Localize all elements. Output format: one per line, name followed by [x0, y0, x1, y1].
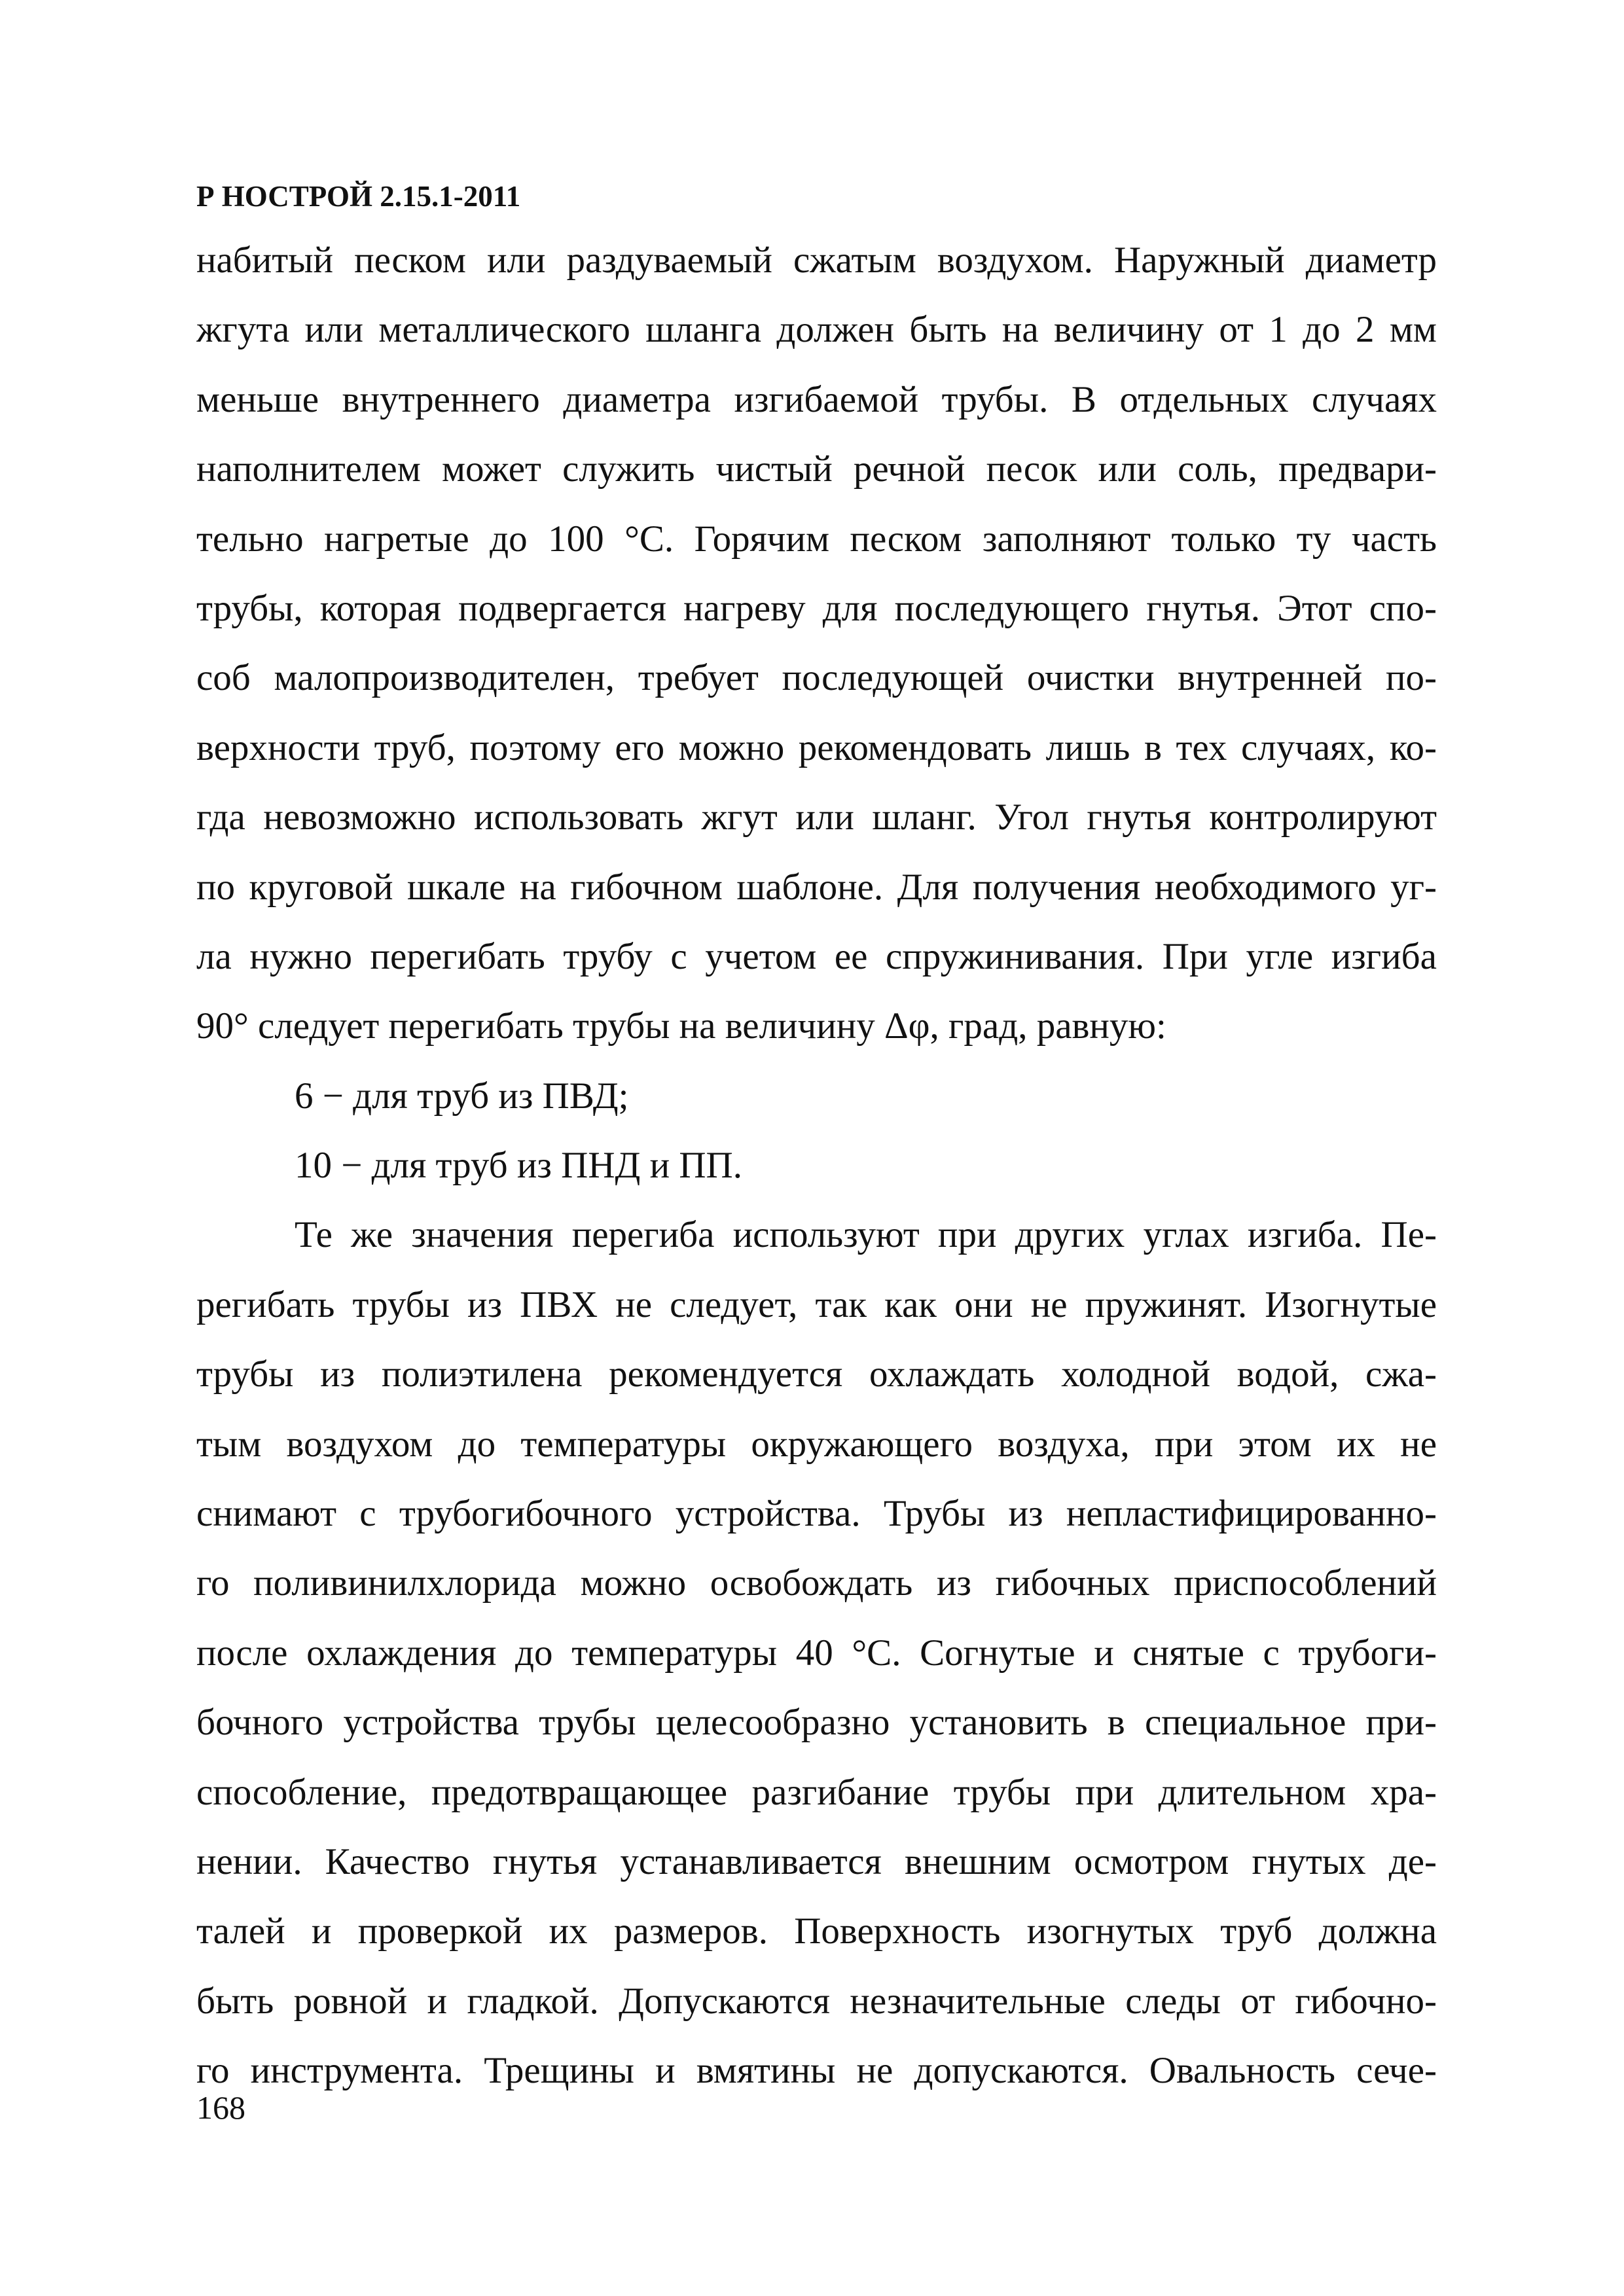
list-item: 6 − для труб из ПВД; — [295, 1075, 629, 1117]
text-line: быть ровной и гладкой. Допускаются незначительные следы от гибочно- — [196, 1980, 1437, 2022]
text-line: 90° следует перегибать трубы на величину Δφ, град, равную: — [196, 1005, 1166, 1047]
text-line: регибать трубы из ПВХ не следует, так как они не пружинят. Изогнутые — [196, 1283, 1437, 1325]
text-line: после охлаждения до температуры 40 °С. Согнутые и снятые с трубоги- — [196, 1632, 1437, 1674]
text-line: по круговой шкале на гибочном шаблоне. Для получения необходимого уг- — [196, 866, 1437, 908]
text-line: трубы, которая подвергается нагреву для последующего гнутья. Этот спо- — [196, 587, 1437, 629]
text-line: набитый песком или раздуваемый сжатым воздухом. Наружный диаметр — [196, 240, 1437, 281]
document-code-header: Р НОСТРОЙ 2.15.1-2011 — [196, 180, 521, 213]
text-line: талей и проверкой их размеров. Поверхность изогнутых труб должна — [196, 1910, 1437, 1952]
text-line: трубы из полиэтилена рекомендуется охлаждать холодной водой, сжа- — [196, 1354, 1437, 1395]
text-line: наполнителем может служить чистый речной песок или соль, предвари- — [196, 448, 1437, 490]
list-item: 10 − для труб из ПНД и ПП. — [295, 1145, 742, 1187]
text-line: го поливинилхлорида можно освобождать из гибочных приспособлений — [196, 1562, 1437, 1604]
text-line: соб малопроизводителен, требует последующей очистки внутренней по- — [196, 657, 1437, 699]
text-line: ла нужно перегибать трубу с учетом ее спружинивания. При угле изгиба — [196, 935, 1437, 977]
text-line: жгута или металлического шланга должен быть на величину от 1 до 2 мм — [196, 309, 1437, 351]
text-line: бочного устройства трубы целесообразно установить в специальное при- — [196, 1702, 1437, 1744]
text-line: тельно нагретые до 100 °С. Горячим песком заполняют только ту часть — [196, 518, 1437, 560]
body-text — [196, 226, 1437, 2106]
text-line: снимают с трубогибочного устройства. Трубы из непластифицированно- — [196, 1493, 1437, 1535]
page-number: 168 — [196, 2089, 245, 2126]
text-line: тым воздухом до температуры окружающего воздуха, при этом их не — [196, 1423, 1437, 1465]
text-line: меньше внутреннего диаметра изгибаемой трубы. В отдельных случаях — [196, 378, 1437, 420]
paragraph-first-line: Те же значения перегиба используют при других углах изгиба. Пе- — [295, 1214, 1437, 1256]
text-line: нении. Качество гнутья устанавливается внешним осмотром гнутых де- — [196, 1840, 1437, 1882]
text-line: го инструмента. Трещины и вмятины не допускаются. Овальность сече- — [196, 2050, 1437, 2092]
text-line: верхности труб, поэтому его можно рекомендовать лишь в тех случаях, ко- — [196, 726, 1437, 768]
text-line: способление, предотвращающее разгибание трубы при длительном хра- — [196, 1771, 1437, 1813]
text-line: гда невозможно использовать жгут или шланг. Угол гнутья контролируют — [196, 797, 1437, 838]
